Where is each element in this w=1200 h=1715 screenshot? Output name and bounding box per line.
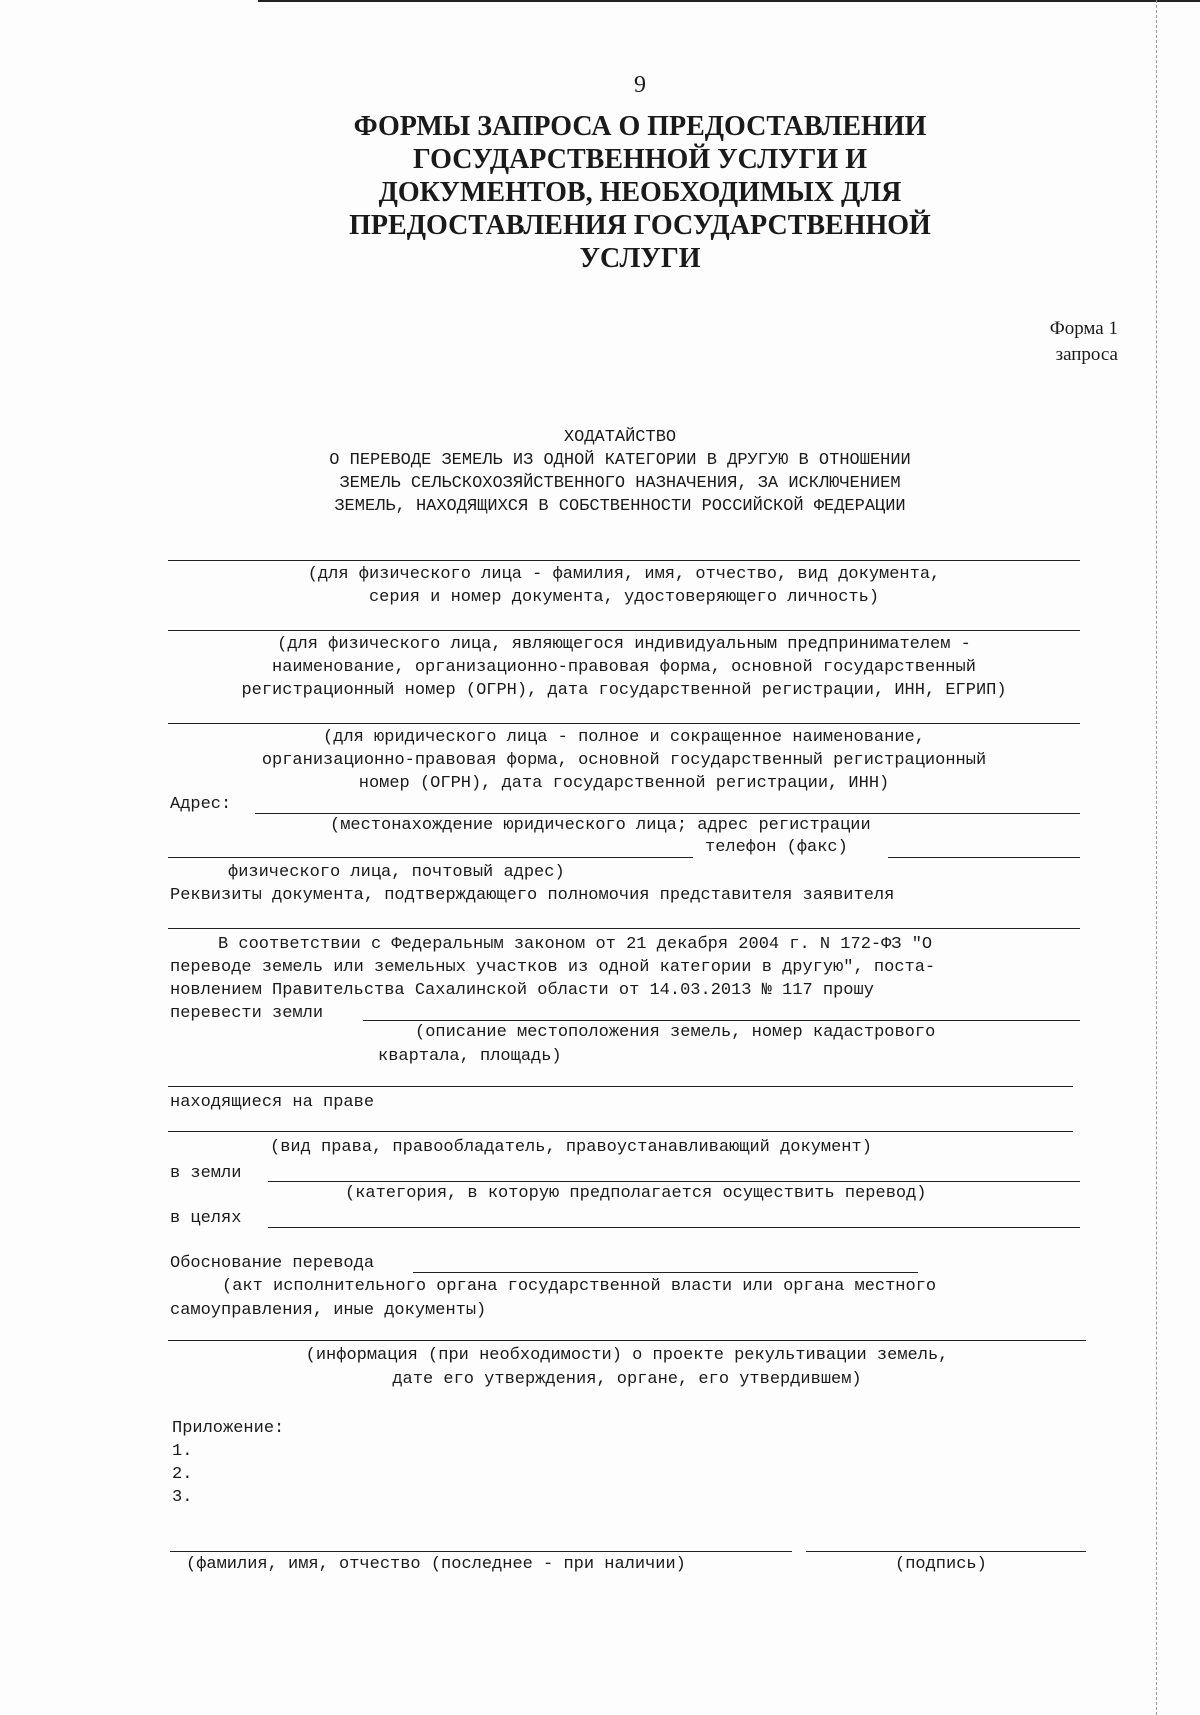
attachment-item: 1.	[172, 1442, 193, 1461]
recultivation-field-line[interactable]	[168, 1340, 1086, 1341]
phone-label: телефон (факс)	[705, 838, 848, 857]
category-field-line[interactable]	[268, 1181, 1080, 1182]
scan-border-line	[258, 0, 1200, 2]
hint-line: серия и номер документа, удостоверяющего личность)	[368, 588, 880, 607]
fio-field-line[interactable]	[170, 1551, 792, 1552]
right-hint: (вид права, правообладатель, правоустанавливающий документ)	[270, 1138, 872, 1157]
justification-hint	[170, 1275, 1120, 1323]
category-hint: (категория, в которую предполагается осуществить перевод)	[345, 1184, 927, 1203]
hint-line: (акт исполнительного органа государственной власти или органа местного	[222, 1277, 937, 1296]
hint-line: регистрационный номер (ОГРН), дата государственной регистрации, ИНН, ЕГРИП)	[241, 681, 1007, 700]
form-label-line: запроса	[1055, 344, 1118, 365]
lands-field-line-2[interactable]	[168, 1086, 1073, 1087]
title-line: ФОРМЫ ЗАПРОСА О ПРЕДОСТАВЛЕНИИ	[353, 111, 927, 142]
hint-line: (для юридического лица - полное и сокращенное наименование,	[323, 728, 925, 747]
requisites-field-line[interactable]	[168, 928, 1080, 929]
attachment-item: 2.	[172, 1465, 193, 1484]
hint-line: (для физического лица, являющегося индивидуальным предпринимателем -	[277, 635, 971, 654]
signature-field-line[interactable]	[806, 1551, 1086, 1552]
entrepreneur-hint	[168, 633, 1080, 702]
address-field-line[interactable]	[255, 813, 1080, 814]
lands-field-line[interactable]	[363, 1020, 1080, 1021]
petition-heading-block	[270, 426, 970, 518]
address-label: Адрес:	[170, 795, 232, 814]
scan-edge	[1156, 0, 1157, 1715]
hint-line: (для физического лица - фамилия, имя, отчество, вид документа,	[307, 565, 941, 584]
hint-line: организационно-правовая форма, основной государственный регистрационный	[261, 751, 987, 770]
legal-entity-hint	[168, 726, 1080, 795]
justification-field-line[interactable]	[413, 1272, 918, 1273]
address-hint-2: физического лица, почтовый адрес)	[228, 863, 565, 882]
attachment-label: Приложение:	[172, 1419, 285, 1438]
requisites-label: Реквизиты документа, подтверждающего полномочия представителя заявителя	[170, 886, 895, 905]
law-line: В соответствии с Федеральным законом от 21 декабря 2004 г. N 172-ФЗ "О	[218, 935, 933, 954]
petition-line: ЗЕМЕЛЬ, НАХОДЯЩИХСЯ В СОБСТВЕННОСТИ РОССИЙСКОЙ ФЕДЕРАЦИИ	[334, 497, 906, 516]
purpose-label: в целях	[170, 1209, 242, 1228]
hint-line: номер (ОГРН), дата государственной регистрации, ИНН)	[358, 774, 890, 793]
hint-line: самоуправления, иные документы)	[170, 1301, 487, 1320]
phone-field-line[interactable]	[888, 857, 1080, 858]
individual-hint	[168, 563, 1080, 609]
form-label-line: Форма 1	[1049, 318, 1118, 339]
page-number: 9	[634, 72, 646, 98]
hint-line: (информация (при необходимости) о проекте рекультивации земель,	[305, 1346, 949, 1365]
lands-hint-1: (описание местоположения земель, номер кадастрового	[415, 1023, 936, 1042]
legal-entity-field-line[interactable]	[168, 723, 1080, 724]
address-field-line-2[interactable]	[168, 857, 693, 858]
title-line: ПРЕДОСТАВЛЕНИЯ ГОСУДАРСТВЕННОЙ	[349, 210, 931, 241]
title-line: ДОКУМЕНТОВ, НЕОБХОДИМЫХ ДЛЯ	[378, 177, 902, 208]
address-hint: (местонахождение юридического лица; адрес регистрации	[330, 816, 871, 835]
individual-field-line[interactable]	[168, 560, 1080, 561]
title-line: ГОСУДАРСТВЕННОЙ УСЛУГИ И	[413, 144, 867, 175]
title-line: УСЛУГИ	[579, 243, 701, 274]
attachments-block	[172, 1417, 284, 1509]
entrepreneur-field-line[interactable]	[168, 630, 1080, 631]
hint-line: наименование, организационно-правовая форма, основной государственный	[272, 658, 976, 677]
petition-line: О ПЕРЕВОДЕ ЗЕМЕЛЬ ИЗ ОДНОЙ КАТЕГОРИИ В ДРУГУЮ В ОТНОШЕНИИ	[329, 451, 911, 470]
recultivation-hint	[168, 1344, 1086, 1392]
hint-line: дате его утверждения, органе, его утвердившем)	[392, 1370, 862, 1389]
right-field-line[interactable]	[168, 1131, 1073, 1132]
law-line: перевести земли	[170, 1004, 324, 1023]
signature-hint: (подпись)	[895, 1555, 987, 1574]
purpose-field-line[interactable]	[268, 1227, 1080, 1228]
on-right-label: находящиеся на праве	[170, 1093, 375, 1112]
to-land-label: в земли	[170, 1164, 242, 1183]
petition-heading: ХОДАТАЙСТВО	[563, 428, 677, 447]
law-line: переводе земель или земельных участков из одной категории в другую", поста-	[170, 958, 936, 977]
justification-label: Обоснование перевода	[170, 1254, 375, 1273]
form-label	[1050, 316, 1118, 368]
petition-line: ЗЕМЕЛЬ СЕЛЬСКОХОЗЯЙСТВЕННОГО НАЗНАЧЕНИЯ, ЗА ИСКЛЮЧЕНИЕМ	[339, 474, 901, 493]
document-title	[290, 110, 990, 275]
lands-hint-2: квартала, площадь)	[378, 1047, 562, 1066]
fio-hint: (фамилия, имя, отчество (последнее - при наличии)	[186, 1555, 686, 1574]
attachment-item: 3.	[172, 1488, 193, 1507]
law-paragraph	[170, 933, 1090, 1025]
law-line: новлением Правительства Сахалинской области от 14.03.2013 № 117 прошу	[170, 981, 874, 1000]
